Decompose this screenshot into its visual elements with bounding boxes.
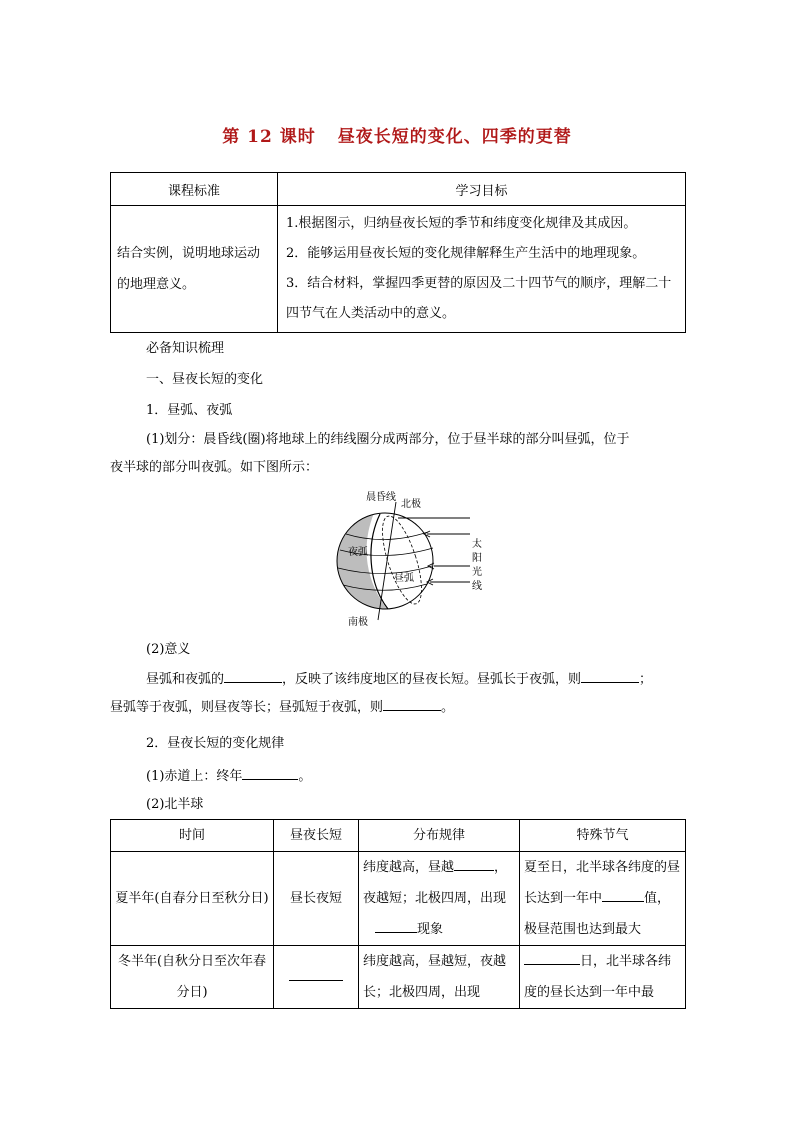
header-rule: 分布规律 (359, 820, 520, 852)
answer-blank[interactable] (224, 668, 282, 683)
goals-cell (278, 206, 686, 333)
winter-rule: 纬度越高，昼越短，夜越长；北极四周，出现 (359, 946, 520, 1009)
goal-1: 1.根据图示，归纳昼夜长短的季节和纬度变化规律及其成因。 (286, 216, 637, 231)
northern-hemisphere-table (110, 819, 686, 1009)
night-arc-label: 夜弧 (348, 547, 368, 558)
table-header-row (111, 820, 686, 852)
answer-blank[interactable] (454, 856, 494, 871)
equator-line: (1)赤道上：终年 。 (110, 765, 686, 786)
section-one-heading: 一、昼夜长短的变化 (146, 372, 264, 387)
sunlight-label-4: 线 (472, 581, 482, 592)
item-one-heading: 1．昼弧、夜弧 (146, 403, 233, 418)
division-line-2: 夜半球的部分叫夜弧。如下图所示： (110, 460, 319, 475)
goal-3: 3．结合材料，掌握四季更替的原因及二十四节气的顺序，理解二十四节气在人类活动中的意义。 (286, 276, 672, 321)
meaning-paragraph (110, 666, 686, 722)
earth-axis (378, 502, 396, 620)
division-line-1: (1)划分：晨昏线(圈)将地球上的纬线圈分成两部分，位于昼半球的部分叫昼弧，位于 (146, 432, 630, 447)
header-time: 时间 (111, 820, 274, 852)
answer-blank[interactable] (242, 765, 298, 780)
table-row-winter (111, 946, 686, 1009)
terminator-label: 晨昏线 (366, 492, 396, 503)
summer-special: 夏至日，北半球各纬度的昼长达到一年中 值，极昼范围也达到最大 (520, 852, 686, 946)
header-length: 昼夜长短 (274, 820, 359, 852)
lesson-number: 第 12 课时 (222, 127, 316, 147)
goals-header: 学习目标 (278, 173, 686, 206)
sunlight-label-1: 太 (472, 539, 482, 550)
answer-blank[interactable] (375, 918, 417, 933)
winter-time: 冬半年(自秋分日至次年春分日) (111, 946, 274, 1009)
day-night-arc-diagram (330, 488, 490, 630)
division-paragraph (110, 426, 686, 482)
table-row-summer (111, 852, 686, 946)
answer-blank[interactable] (383, 696, 441, 711)
lesson-topic: 昼夜长短的变化、四季的更替 (337, 127, 572, 147)
standards-table (110, 172, 686, 333)
meaning-line-1: 昼弧和夜弧的 ，反映了该纬度地区的昼夜长短。昼弧长于夜弧，则 ； (110, 666, 686, 694)
day-arc-label: 昼弧 (394, 573, 414, 584)
standards-header: 课程标准 (111, 173, 278, 206)
north-pole-label: 北极 (401, 499, 421, 510)
sunlight-label-2: 阳 (472, 553, 482, 564)
winter-special: 日，北半球各纬度的昼长达到一年中最 (520, 946, 686, 1009)
answer-blank[interactable] (581, 668, 639, 683)
meridian-line (374, 512, 429, 608)
item-two-heading: 2．昼夜长短的变化规律 (146, 736, 285, 751)
meaning-line-2: 昼弧等于夜弧，则昼夜等长；昼弧短于夜弧，则 。 (110, 694, 686, 722)
meaning-heading: (2)意义 (146, 642, 191, 657)
goal-2: 2．能够运用昼夜长短的变化规律解释生产生活中的地理现象。 (286, 246, 646, 261)
answer-blank[interactable] (289, 966, 343, 981)
page-title (0, 122, 794, 147)
header-special: 特殊节气 (520, 820, 686, 852)
answer-blank[interactable] (602, 887, 644, 902)
winter-length (274, 946, 359, 1009)
section-heading: 必备知识梳理 (146, 341, 225, 356)
standard-cell: 结合实例，说明地球运动的地理意义。 (111, 206, 278, 333)
answer-blank[interactable] (524, 950, 580, 965)
northern-heading: (2)北半球 (146, 797, 204, 812)
night-hemisphere-shading (337, 513, 390, 613)
summer-length: 昼长夜短 (274, 852, 359, 946)
sunlight-label-3: 光 (472, 567, 482, 578)
south-pole-label: 南极 (348, 617, 368, 628)
summer-time: 夏半年(自春分日至秋分日) (111, 852, 274, 946)
summer-rule: 纬度越高，昼越 ，夜越短；北极四周，出现现象 (359, 852, 520, 946)
